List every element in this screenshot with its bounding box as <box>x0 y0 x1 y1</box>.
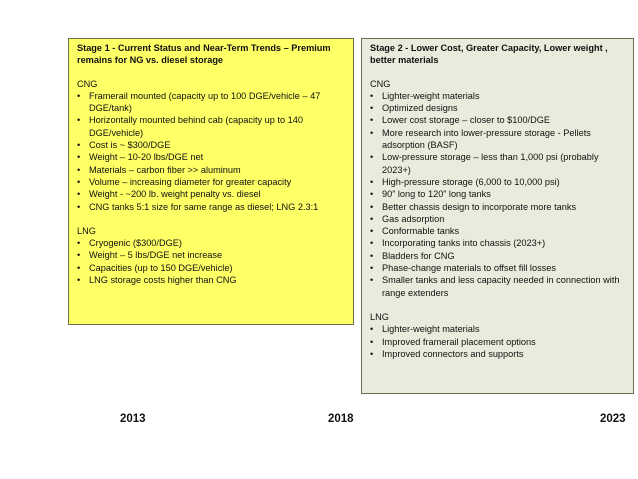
stage2-title: Stage 2 - Lower Cost, Greater Capacity, Lower weight , better materials <box>370 43 608 66</box>
list-item: • More research into lower-pressure storage - Pellets adsorption (BASF) <box>370 127 625 152</box>
year-label-2018: 2018 <box>328 413 354 425</box>
list-item: • Cryogenic ($300/DGE) <box>77 237 345 249</box>
stage1-cng-heading: CNG <box>77 78 98 89</box>
stage2-cng-heading: CNG <box>370 78 391 89</box>
list-item: • Conformable tanks <box>370 225 625 237</box>
list-item: • Improved connectors and supports <box>370 348 625 360</box>
list-item: • Cost is ~ $300/DGE <box>77 139 345 151</box>
list-item: • CNG tanks 5:1 size for same range as diesel; LNG 2.3:1 <box>77 201 345 213</box>
stage1-title: Stage 1 - Current Status and Near-Term Trends – Premium remains for NG vs. diesel storage <box>77 43 331 66</box>
list-item: • Lower cost storage – closer to $100/DGE <box>370 114 625 126</box>
list-item: • Improved framerail placement options <box>370 336 625 348</box>
stage1-panel <box>68 38 354 325</box>
stage1-cng-list <box>77 90 345 213</box>
stage2-cng-list <box>370 90 625 299</box>
list-item: • Horizontally mounted behind cab (capacity up to 140 DGE/vehicle) <box>77 114 345 139</box>
list-item: • High-pressure storage (6,000 to 10,000 psi) <box>370 176 625 188</box>
list-item: • LNG storage costs higher than CNG <box>77 274 345 286</box>
list-item: • Smaller tanks and less capacity needed in connection with range extenders <box>370 274 625 299</box>
stage2-panel <box>361 38 634 394</box>
stage1-lng-heading: LNG <box>77 225 96 236</box>
list-item: • Weight – 10-20 lbs/DGE net <box>77 151 345 163</box>
list-item: • Better chassis design to incorporate more tanks <box>370 201 625 213</box>
list-item: • Optimized designs <box>370 102 625 114</box>
year-label-2023: 2023 <box>600 413 626 425</box>
stage1-lng-list <box>77 237 345 286</box>
list-item: • Framerail mounted (capacity up to 100 DGE/vehicle – 47 DGE/tank) <box>77 90 345 115</box>
list-item: • Lighter-weight materials <box>370 90 625 102</box>
list-item: • Materials – carbon fiber >> aluminum <box>77 164 345 176</box>
list-item: • 90” long to 120” long tanks <box>370 188 625 200</box>
stage2-lng-list <box>370 323 625 360</box>
year-label-2013: 2013 <box>120 413 146 425</box>
list-item: • Volume – increasing diameter for greater capacity <box>77 176 345 188</box>
list-item: • Weight – 5 lbs/DGE net increase <box>77 249 345 261</box>
list-item: • Incorporating tanks into chassis (2023+) <box>370 237 625 249</box>
list-item: • Capacities (up to 150 DGE/vehicle) <box>77 262 345 274</box>
list-item: • Phase-change materials to offset fill losses <box>370 262 625 274</box>
list-item: • Lighter-weight materials <box>370 323 625 335</box>
stage2-lng-heading: LNG <box>370 311 389 322</box>
list-item: • Bladders for CNG <box>370 250 625 262</box>
list-item: • Low-pressure storage – less than 1,000 psi (probably 2023+) <box>370 151 625 176</box>
list-item: • Gas adsorption <box>370 213 625 225</box>
list-item: • Weight - ~200 lb. weight penalty vs. diesel <box>77 188 345 200</box>
